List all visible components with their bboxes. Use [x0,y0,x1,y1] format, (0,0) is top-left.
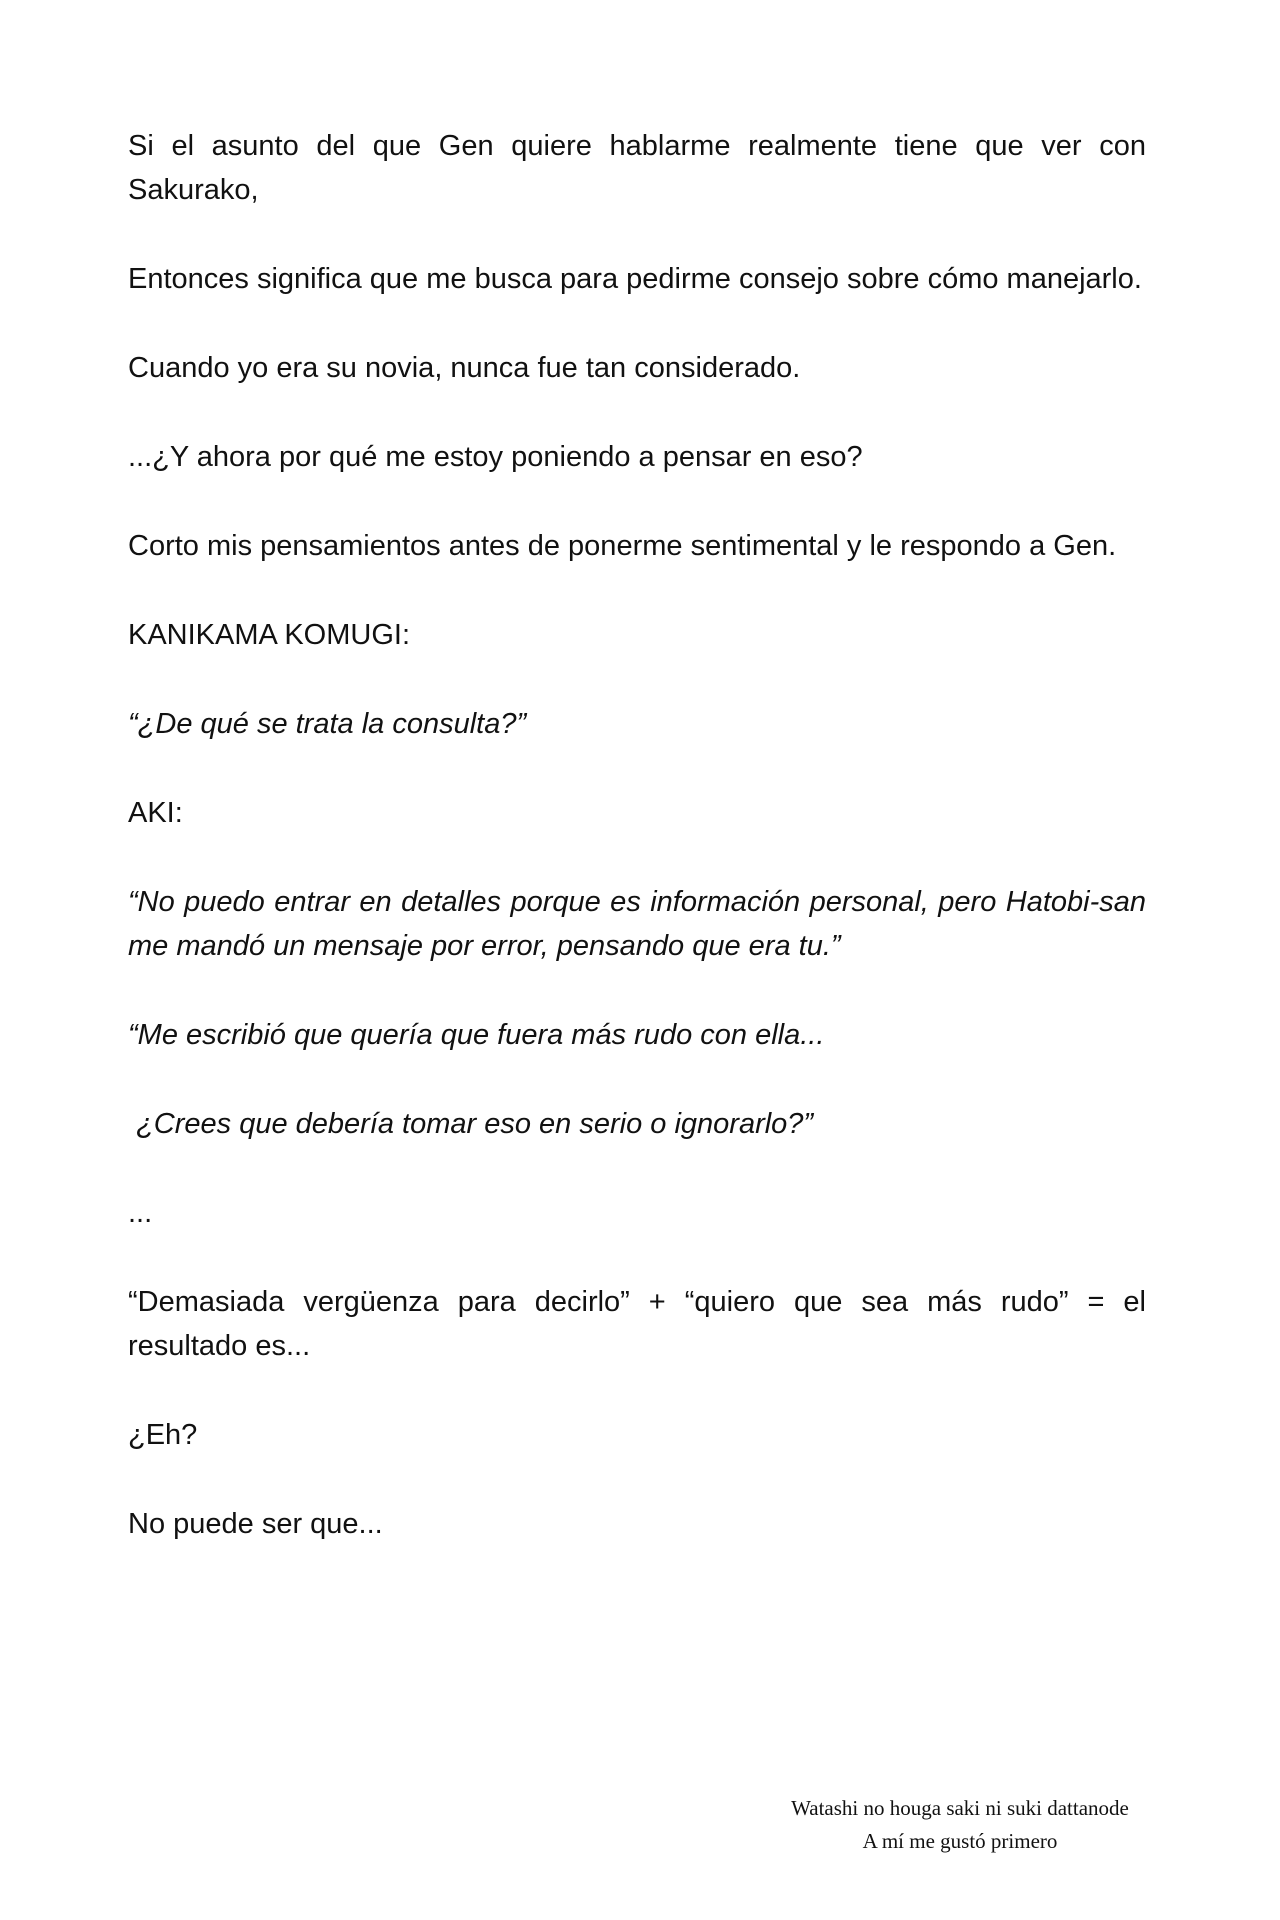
speaker-label: AKI: [128,797,183,829]
dialogue-line: “No puedo entrar en detalles porque es información personal, pero Hatobi-san me mandó un mensaje por error, pensando que era tu.” [128,886,1155,962]
page-footer [740,1792,1180,1858]
paragraph: No puede ser que... [128,1508,383,1540]
paragraph: Corto mis pensamientos antes de ponerme sentimental y le respondo a Gen. [128,530,1117,562]
paragraph: ¿Eh? [128,1419,198,1451]
paragraph: ... [128,1197,153,1229]
speaker-label: KANIKAMA KOMUGI: [128,619,410,651]
dialogue-line: “Me escribió que quería que fuera más rudo con ella... [128,1019,825,1051]
paragraph: “Demasiada vergüenza para decirlo” + “quiero que sea más rudo” = el resultado es... [128,1286,1155,1362]
paragraph: Entonces significa que me busca para pedirme consejo sobre cómo manejarlo. [128,263,1142,295]
paragraph: Si el asunto del que Gen quiere hablarme realmente tiene que ver con Sakurako, [128,130,1155,206]
footer-title-romaji: Watashi no houga saki ni suki dattanode [791,1796,1129,1820]
dialogue-line: ¿Crees que debería tomar eso en serio o ignorarlo?” [128,1108,814,1140]
footer-title-spanish: A mí me gustó primero [862,1829,1058,1853]
paragraph: ...¿Y ahora por qué me estoy poniendo a pensar en eso? [128,441,863,473]
dialogue-line: “¿De qué se trata la consulta?” [128,708,527,740]
paragraph: Cuando yo era su novia, nunca fue tan considerado. [128,352,801,384]
document-body [128,124,1155,1591]
